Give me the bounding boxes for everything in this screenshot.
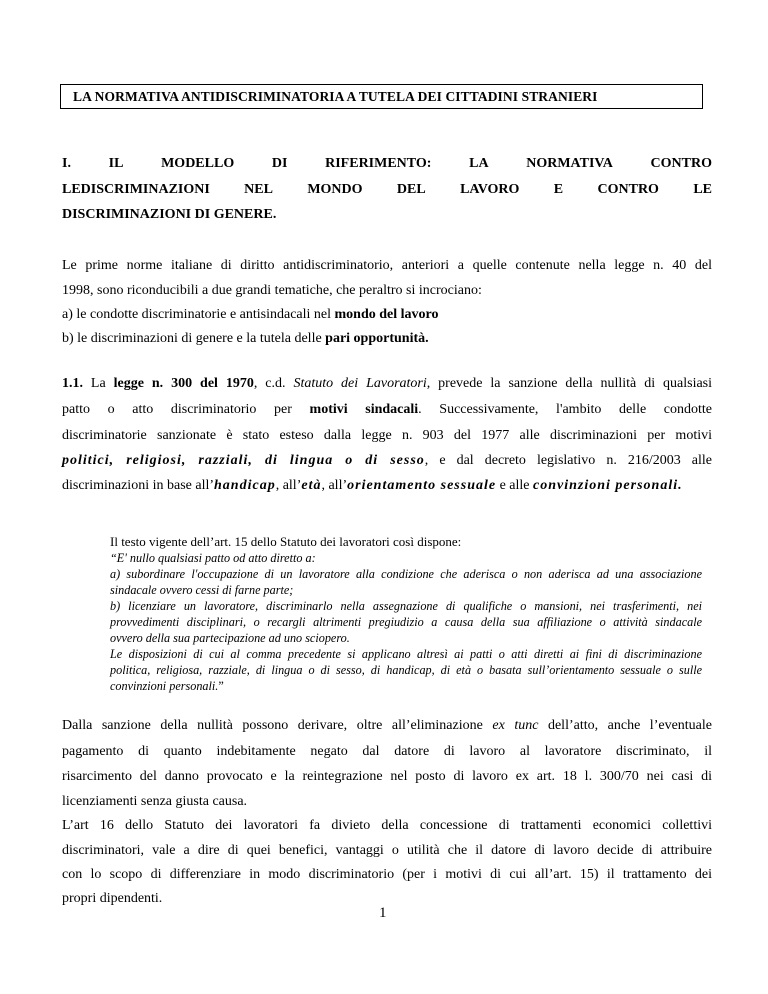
section-heading-line-1 xyxy=(62,156,712,172)
intro-item-a-bold: mondo del lavoro xyxy=(334,307,439,322)
heading-word: LE xyxy=(693,182,712,197)
heading-word: LEDISCRIMINAZIONI xyxy=(62,182,210,197)
heading-word: MONDO xyxy=(307,182,363,197)
text: patto o atto discriminatorio per xyxy=(62,402,310,417)
heading-word: NEL xyxy=(244,182,273,197)
heading-word: RIFERIMENTO: xyxy=(325,156,432,171)
page-number: 1 xyxy=(379,905,387,921)
section-heading-line-3: DISCRIMINAZIONI DI GENERE. xyxy=(62,207,277,222)
s11-number: 1.1. xyxy=(62,376,83,391)
quote-line-7: Le disposizioni di cui al comma precedente si applicano altresì ai patti o atti diretti ai fini di discriminazione xyxy=(110,647,702,661)
quote-line-9 xyxy=(110,679,702,694)
para2-line-4: licenziamenti senza giusta causa. xyxy=(62,794,248,809)
statute-name: Statuto dei Lavoratori xyxy=(293,376,427,391)
text: , e dal decreto legislativo n. 216/2003 alle xyxy=(424,453,712,468)
quote-line-2: a) subordinare l'occupazione di un lavoratore alla condizione che aderisca o non aderisca ad una associazione xyxy=(110,567,702,581)
text: , all’ xyxy=(321,478,348,493)
heading-word: I. xyxy=(62,156,71,171)
text: La xyxy=(83,376,114,391)
para3-line-2: discriminatori, vale a dire di quei benefici, vantaggi o utilità che il datore di lavoro decide di attribuire xyxy=(62,843,712,858)
quote-line-3: sindacale ovvero cessi di farne parte; xyxy=(110,583,294,597)
text: dell’atto, anche l’eventuale xyxy=(538,718,712,733)
para3-line-3: con lo scopo di differenziare in modo discriminatorio (per i motivi di cui all’art. 15) il trattamento dei xyxy=(62,867,712,882)
document-title: LA NORMATIVA ANTIDISCRIMINATORIA A TUTELA DEI CITTADINI STRANIERI xyxy=(73,89,598,104)
quote-line-1: “E' nullo qualsiasi patto od atto diretto a: xyxy=(110,551,316,565)
quote-line-5: provvedimenti disciplinari, o recargli altrimenti pregiudizio a causa della sua affiliazione o attività sindacale xyxy=(110,615,702,629)
intro-item-b-text: b) le discriminazioni di genere e la tutela delle xyxy=(62,331,326,346)
intro-item-a xyxy=(62,307,439,323)
quote-close: ” xyxy=(218,679,224,693)
heading-word: E xyxy=(553,182,564,197)
section-heading-line-2 xyxy=(62,182,712,198)
s11-line-5 xyxy=(62,478,683,494)
text: , c.d. xyxy=(253,376,294,391)
ex-tunc: ex tunc xyxy=(492,718,539,733)
quote-intro: Il testo vigente dell’art. 15 dello Statuto dei lavoratori così dispone: xyxy=(110,534,462,549)
text: Dalla sanzione della nullità possono derivare, oltre all’eliminazione xyxy=(62,718,493,733)
law-reference: legge n. 300 del 1970 xyxy=(113,376,254,391)
para3-line-4: propri dipendenti. xyxy=(62,891,163,906)
handicap: handicap xyxy=(214,478,276,493)
heading-word: MODELLO xyxy=(161,156,235,171)
quote-line-4: b) licenziare un lavoratore, discriminarlo nella assegnazione di qualifiche o mansioni, nei trasferimenti, nei xyxy=(110,599,702,613)
intro-item-a-text: a) le condotte discriminatorie e antisindacali nel xyxy=(62,307,335,322)
heading-word: CONTRO xyxy=(650,156,712,171)
s11-line-2 xyxy=(62,402,712,418)
intro-item-b-bold: pari opportunità. xyxy=(325,331,429,346)
text: discriminazioni in base all’ xyxy=(62,478,215,493)
heading-word: CONTRO xyxy=(597,182,659,197)
intro-line-1: Le prime norme italiane di diritto antidiscriminatorio, anteriori a quelle contenute nella legge n. 40 del xyxy=(62,258,712,273)
para3-line-1: L’art 16 dello Statuto dei lavoratori fa divieto della concessione di trattamenti economici collettivi xyxy=(62,818,712,833)
para2-line-3: risarcimento del danno provocato e la reintegrazione nel posto di lavoro ex art. 18 l. 300/70 nei casi di xyxy=(62,769,712,784)
heading-word: LAVORO xyxy=(460,182,520,197)
quote-line-8: politica, religiosa, razziale, di lingua o di sesso, di handicap, di età o basata sull’orientamento sessuale o sulle xyxy=(110,663,702,677)
heading-word: LA xyxy=(469,156,489,171)
s11-line-4 xyxy=(62,453,712,469)
text: . Successivamente, l'ambito delle condotte xyxy=(418,402,713,417)
heading-word: NORMATIVA xyxy=(526,156,613,171)
intro-item-b xyxy=(62,331,429,347)
text: e alle xyxy=(496,478,534,493)
heading-word: IL xyxy=(108,156,124,171)
quote-line-6: ovvero della sua partecipazione ad uno sciopero. xyxy=(110,631,350,645)
eta: età xyxy=(301,478,322,493)
title-box xyxy=(60,84,703,109)
orientamento-sessuale: orientamento sessuale xyxy=(347,478,497,493)
s11-line-1 xyxy=(62,376,712,392)
motivi-sindacali: motivi sindacali xyxy=(309,402,419,417)
para2-line-2: pagamento di quanto indebitamente negato dal datore di lavoro al lavoratore discriminato, il xyxy=(62,744,712,759)
intro-line-2: 1998, sono riconducibili a due grandi tematiche, che peraltro si incrociano: xyxy=(62,283,482,298)
text: , all’ xyxy=(275,478,302,493)
text: , prevede la sanzione della nullità di qualsiasi xyxy=(426,376,713,391)
heading-word: DEL xyxy=(396,182,426,197)
s11-line-3: discriminatorie sanzionate è stato esteso dalla legge n. 903 del 1977 alle discriminazioni per motivi xyxy=(62,428,712,443)
motivi-list: politici, religiosi, razziali, di lingua o di sesso xyxy=(62,453,425,468)
convinzioni-personali: convinzioni personali. xyxy=(533,478,683,493)
heading-word: DI xyxy=(271,156,288,171)
quote-text: convinzioni personali. xyxy=(110,679,219,693)
para2-line-1 xyxy=(62,718,712,734)
